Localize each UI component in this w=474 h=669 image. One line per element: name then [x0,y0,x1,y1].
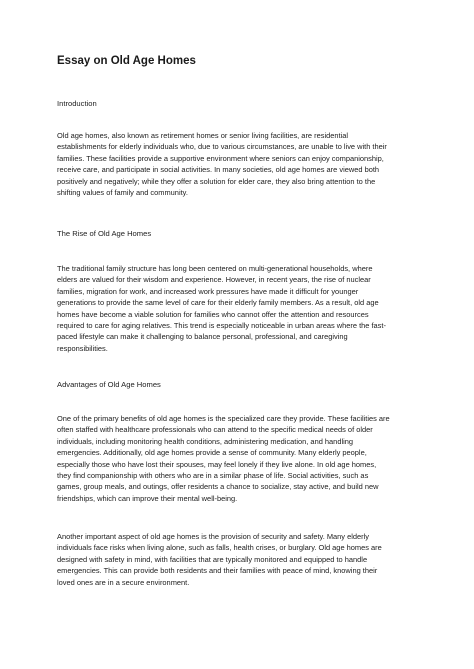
text-line: games, group meals, and outings, offer residents a chance to socialize, stay active, and build new [57,482,379,492]
text-line: receive care, and participate in social activities. In many societies, old age homes are viewed both [57,165,380,175]
text-line: friendships, which can improve their mental well-being. [57,493,238,503]
text-line: homes have become a viable solution for families who cannot offer the attention and resources [57,309,369,319]
text-line: emergencies. Additionally, old age homes provide a sense of community. Many elderly people, [57,448,367,458]
text-line: positively and negatively; while they offer a solution for elder care, they also bring attention to the [57,176,376,186]
document-title: Essay on Old Age Homes [57,55,196,67]
text-line: elders are valued for their wisdom and experience. However, in recent years, the rise of nuclear [57,275,371,285]
text-line: loved ones are in a secure environment. [57,577,190,587]
text-line: One of the primary benefits of old age homes is the specialized care they provide. These facilities are [57,414,390,423]
section-heading-advantages: Advantages of Old Age Homes [57,380,161,389]
text-line: Another important aspect of old age homes is the provision of security and safety. Many elderly [57,532,369,541]
text-line: shifting values of family and community. [57,188,188,198]
text-line: The traditional family structure has long been centered on multi-generational households, where [57,264,373,273]
text-line: Old age homes, also known as retirement homes or senior living facilities, are residential [57,131,349,140]
text-line: families. These facilities provide a supportive environment where seniors can enjoy companionship, [57,153,384,163]
text-line: especially those who have lost their spouses, may feel lonely if they live alone. In old age homes, [57,459,377,469]
text-line: responsibilities. [57,343,108,353]
text-line: they find companionship with others who are in a similar phase of life. Social activities, such as [57,471,369,481]
text-line: establishments for elderly individuals who, due to various circumstances, are unable to live with their [57,142,387,152]
text-line: emergencies. This can provide both residents and their families with peace of mind, knowing their [57,566,378,576]
text-line: required to care for aging relatives. This trend is especially noticeable in urban areas where the fast- [57,321,386,331]
paragraph-rise [57,263,427,354]
paragraph-introduction [57,130,427,198]
text-line: individuals face risks when living alone, such as falls, health crises, or burglary. Old age homes are [57,543,382,553]
text-line: individuals, including monitoring health conditions, administering medication, and handling [57,436,354,446]
text-line: often staffed with healthcare professionals who can attend to the specific medical needs of older [57,425,373,435]
section-heading-rise: The Rise of Old Age Homes [57,229,152,238]
text-line: designed with safety in mind, with facilities that are typically monitored and equipped to handle [57,554,368,564]
text-line: generations to provide the same level of care for their elderly family members. As a result, old age [57,298,379,308]
paragraph-security [57,531,427,588]
text-line: paced lifestyle can make it challenging to balance personal, professional, and caregiving [57,332,348,342]
text-line: families, migration for work, and increased work pressures have made it difficult for younger [57,286,359,296]
section-heading-introduction: Introduction [57,99,97,108]
paragraph-advantages [57,413,427,504]
